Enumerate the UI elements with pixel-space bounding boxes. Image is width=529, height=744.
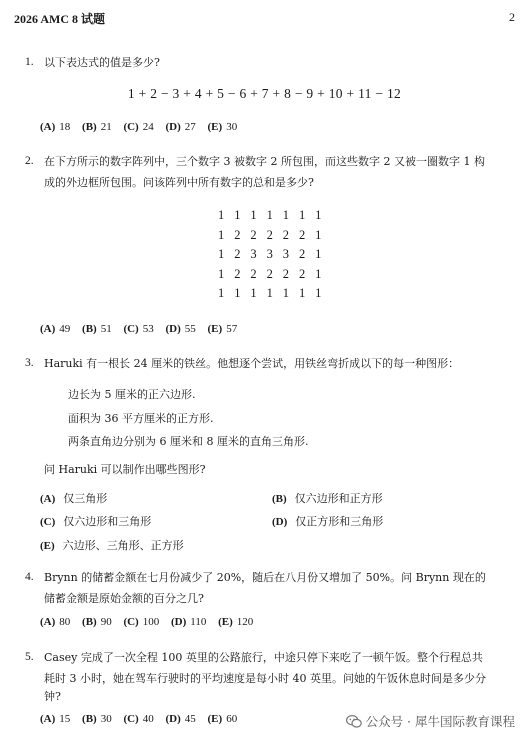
question-3-number: 3. bbox=[25, 357, 34, 369]
question-1-text: 以下表达式的值是多少? bbox=[44, 56, 160, 69]
question-2-number: 2. bbox=[25, 155, 34, 167]
number-array bbox=[218, 208, 331, 306]
question-4-line-2: 储蓄金额是原始金额的百分之几? bbox=[44, 592, 204, 605]
page-header bbox=[14, 10, 515, 26]
question-1-choices bbox=[40, 121, 246, 133]
question-5-choices bbox=[40, 713, 246, 725]
watermark bbox=[346, 712, 515, 730]
question-2-line-1: 在下方所示的数字阵列中，三个数字 3 被数字 2 所包围，而这些数字 2 又被一圈数字 1 构 bbox=[44, 155, 485, 168]
choice-b: (B) 30 bbox=[82, 713, 112, 725]
choice-c: (C) 仅六边形和三角形 bbox=[40, 515, 152, 528]
question-1-number: 1. bbox=[25, 56, 34, 68]
choice-a: (A) 仅三角形 bbox=[40, 492, 108, 505]
choice-a: (A) 18 bbox=[40, 121, 71, 133]
shape-item-hexagon: 边长为 5 厘米的正六边形. bbox=[68, 388, 196, 401]
choice-a: (A) 15 bbox=[40, 713, 71, 725]
page-number: 2 bbox=[509, 10, 515, 24]
choice-a: (A) 49 bbox=[40, 323, 71, 335]
choice-b: (B) 90 bbox=[82, 616, 112, 628]
array-row: 1 1 1 1 1 1 1 bbox=[218, 208, 322, 222]
choice-d: (D) 55 bbox=[165, 323, 196, 335]
wechat-icon bbox=[346, 715, 362, 728]
question-5-number: 5. bbox=[25, 651, 34, 663]
choice-c: (C) 100 bbox=[123, 616, 160, 628]
document-title: 2026 AMC 8 试题 bbox=[14, 12, 105, 26]
array-row: 1 2 2 2 2 2 1 bbox=[218, 227, 322, 242]
question-3-text: Haruki 有一根长 24 厘米的铁丝。他想逐个尝试，用铁丝弯折成以下的每一种图形： bbox=[44, 357, 460, 370]
array-row: 1 1 1 1 1 1 1 bbox=[218, 286, 322, 300]
choice-d: (D) 110 bbox=[170, 616, 207, 628]
question-2-choices bbox=[40, 323, 246, 335]
question-4-line-1: Brynn 的储蓄金额在七月份减少了 20%，随后在八月份又增加了 50%。问 Brynn 现在的 bbox=[44, 571, 486, 584]
choice-b: (B) 51 bbox=[82, 323, 112, 335]
shape-item-triangle: 两条直角边分别为 6 厘米和 8 厘米的直角三角形. bbox=[68, 435, 309, 448]
choice-e: (E) 六边形、三角形、正方形 bbox=[40, 539, 184, 552]
array-row: 1 2 3 3 3 2 1 bbox=[218, 247, 322, 261]
choice-b: (B) 仅六边形和正方形 bbox=[272, 492, 383, 505]
shape-item-square: 面积为 36 平方厘米的正方形. bbox=[68, 412, 214, 425]
choice-c: (C) 53 bbox=[123, 323, 154, 335]
choice-d: (D) 27 bbox=[165, 121, 196, 133]
question-5-line-3: 钟? bbox=[44, 690, 61, 703]
array-row: 1 2 2 2 2 2 1 bbox=[218, 266, 322, 281]
question-1-expression: 1 + 2 − 3 + 4 + 5 − 6 + 7 + 8 − 9 + 10 + 11 − 12 bbox=[127, 86, 402, 101]
choice-b: (B) 21 bbox=[82, 121, 112, 133]
choice-d: (D) 仅正方形和三角形 bbox=[272, 515, 384, 528]
question-2-line-2: 成的外边框所包围。问该阵列中所有数字的总和是多少? bbox=[44, 176, 314, 189]
watermark-text: 公众号 · 犀牛国际教育课程 bbox=[365, 714, 515, 729]
choice-c: (C) 40 bbox=[123, 713, 154, 725]
choice-e: (E) 30 bbox=[207, 121, 238, 133]
question-5-line-2: 耗时 3 小时，她在驾车行驶时的平均速度是每小时 40 英里。问她的午饭休息时间是多少分 bbox=[44, 672, 486, 685]
choice-e: (E) 120 bbox=[218, 616, 254, 628]
question-5-line-1: Casey 完成了一次全程 100 英里的公路旅行，中途只停下来吃了一顿午饭。整个行程总共 bbox=[44, 651, 483, 664]
choice-e: (E) 60 bbox=[207, 713, 238, 725]
choice-c: (C) 24 bbox=[123, 121, 154, 133]
question-4-choices bbox=[40, 616, 262, 628]
question-3-question: 问 Haruki 可以制作出哪些图形? bbox=[44, 463, 206, 476]
choice-e: (E) 57 bbox=[207, 323, 238, 335]
choice-d: (D) 45 bbox=[165, 713, 196, 725]
choice-a: (A) 80 bbox=[40, 616, 71, 628]
question-4-number: 4. bbox=[25, 571, 34, 583]
